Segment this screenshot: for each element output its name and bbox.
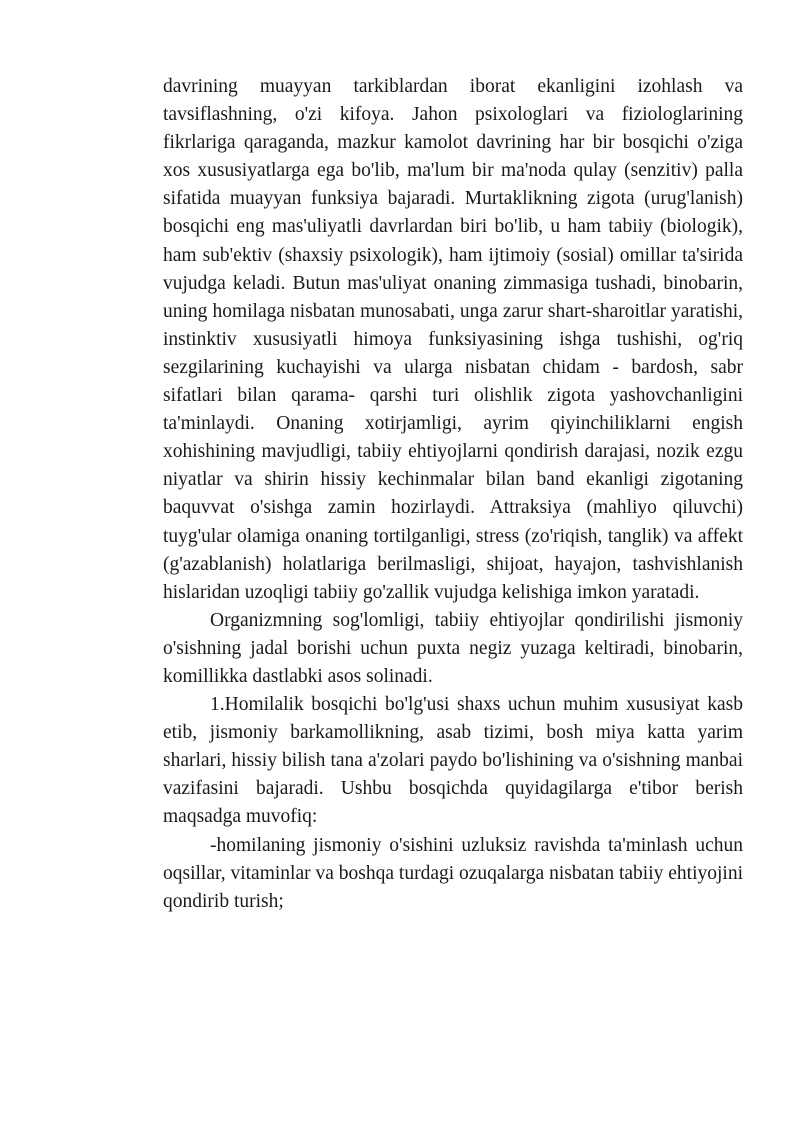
paragraph-continuation: davrining muayyan tarkiblardan iborat ekanligini izohlash va tavsiflashning, o'zi kifoya. Jahon psixologlari va fiziologlarining fikrlariga qaraganda, mazkur kamolot davrining har bir bosqichi o'ziga xos xususiyatlarga ega bo'lib, ma'lum bir ma'noda qulay (senzitiv) palla sifatida muayyan funksiya bajaradi. Murtaklikning zigota (urug'lanish) bosqichi eng mas'uliyatli davrlardan biri bo'lib, u ham tabiiy (biologik), ham sub'ektiv (shaxsiy psixologik), ham ijtimoiy (sosial) omillar ta'sirida vujudga keladi. Butun mas'uliyat onaning zimmasiga tushadi, binobarin, uning homilaga nisbatan munosabati, unga zarur shart-sharoitlar yaratishi, instinktiv xususiyatli himoya funksiyasining ishga tushishi, og'riq sezgilarining kuchayishi va ularga nisbatan chidam - bardosh, sabr sifatlari bilan qarama- qarshi turi olishlik zigota yashovchanligini ta'minlaydi. Onaning xotirjamligi, ayrim qiyinchiliklarni engish xohishining mavjudligi, tabiiy ehtiyojlarni qondirish darajasi, nozik ezgu niyatlar va shirin hissiy kechinmalar bilan band ekanligi zigotaning baquvvat o'sishga zamin hozirlaydi. Attraksiya (mahliyo qiluvchi) tuyg'ular olamiga onaning tortilganligi, stress (zo'riqish, tanglik) va affekt (g'azablanish) holatlariga berilmasligi, shijoat, hayajon, tashvishlanish hislaridan uzoqligi tabiiy go'zallik vujudga kelishiga imkon yaratadi. [163,76,743,603]
paragraph-fetal-needs: -homilaning jismoniy o'sishini uzluksiz ravishda ta'minlash uchun oqsillar, vitaminlar va boshqa turdagi ozuqalarga nisbatan tabiiy ehtiyojini qondirib turish; [163,834,743,912]
paragraph-fetal-stage: 1.Homilalik bosqichi bo'lg'usi shaxs uchun muhim xususiyat kasb etib, jismoniy barkamollikning, asab tizimi, bosh miya katta yarim sharlari, hissiy bilish tana a'zolari paydo bo'lishining va o'sishning manbai vazifasini bajaradi. Ushbu bosqichda quyidagilarga e'tibor berish maqsadga muvofiq: [163,694,743,828]
document-page [163,73,743,916]
paragraph-organism-health: Organizmning sog'lomligi, tabiiy ehtiyojlar qondirilishi jismoniy o'sishning jadal borishi uchun puxta negiz yuzaga keltiradi, binobarin, komillikka dastlabki asos solinadi. [163,609,743,687]
